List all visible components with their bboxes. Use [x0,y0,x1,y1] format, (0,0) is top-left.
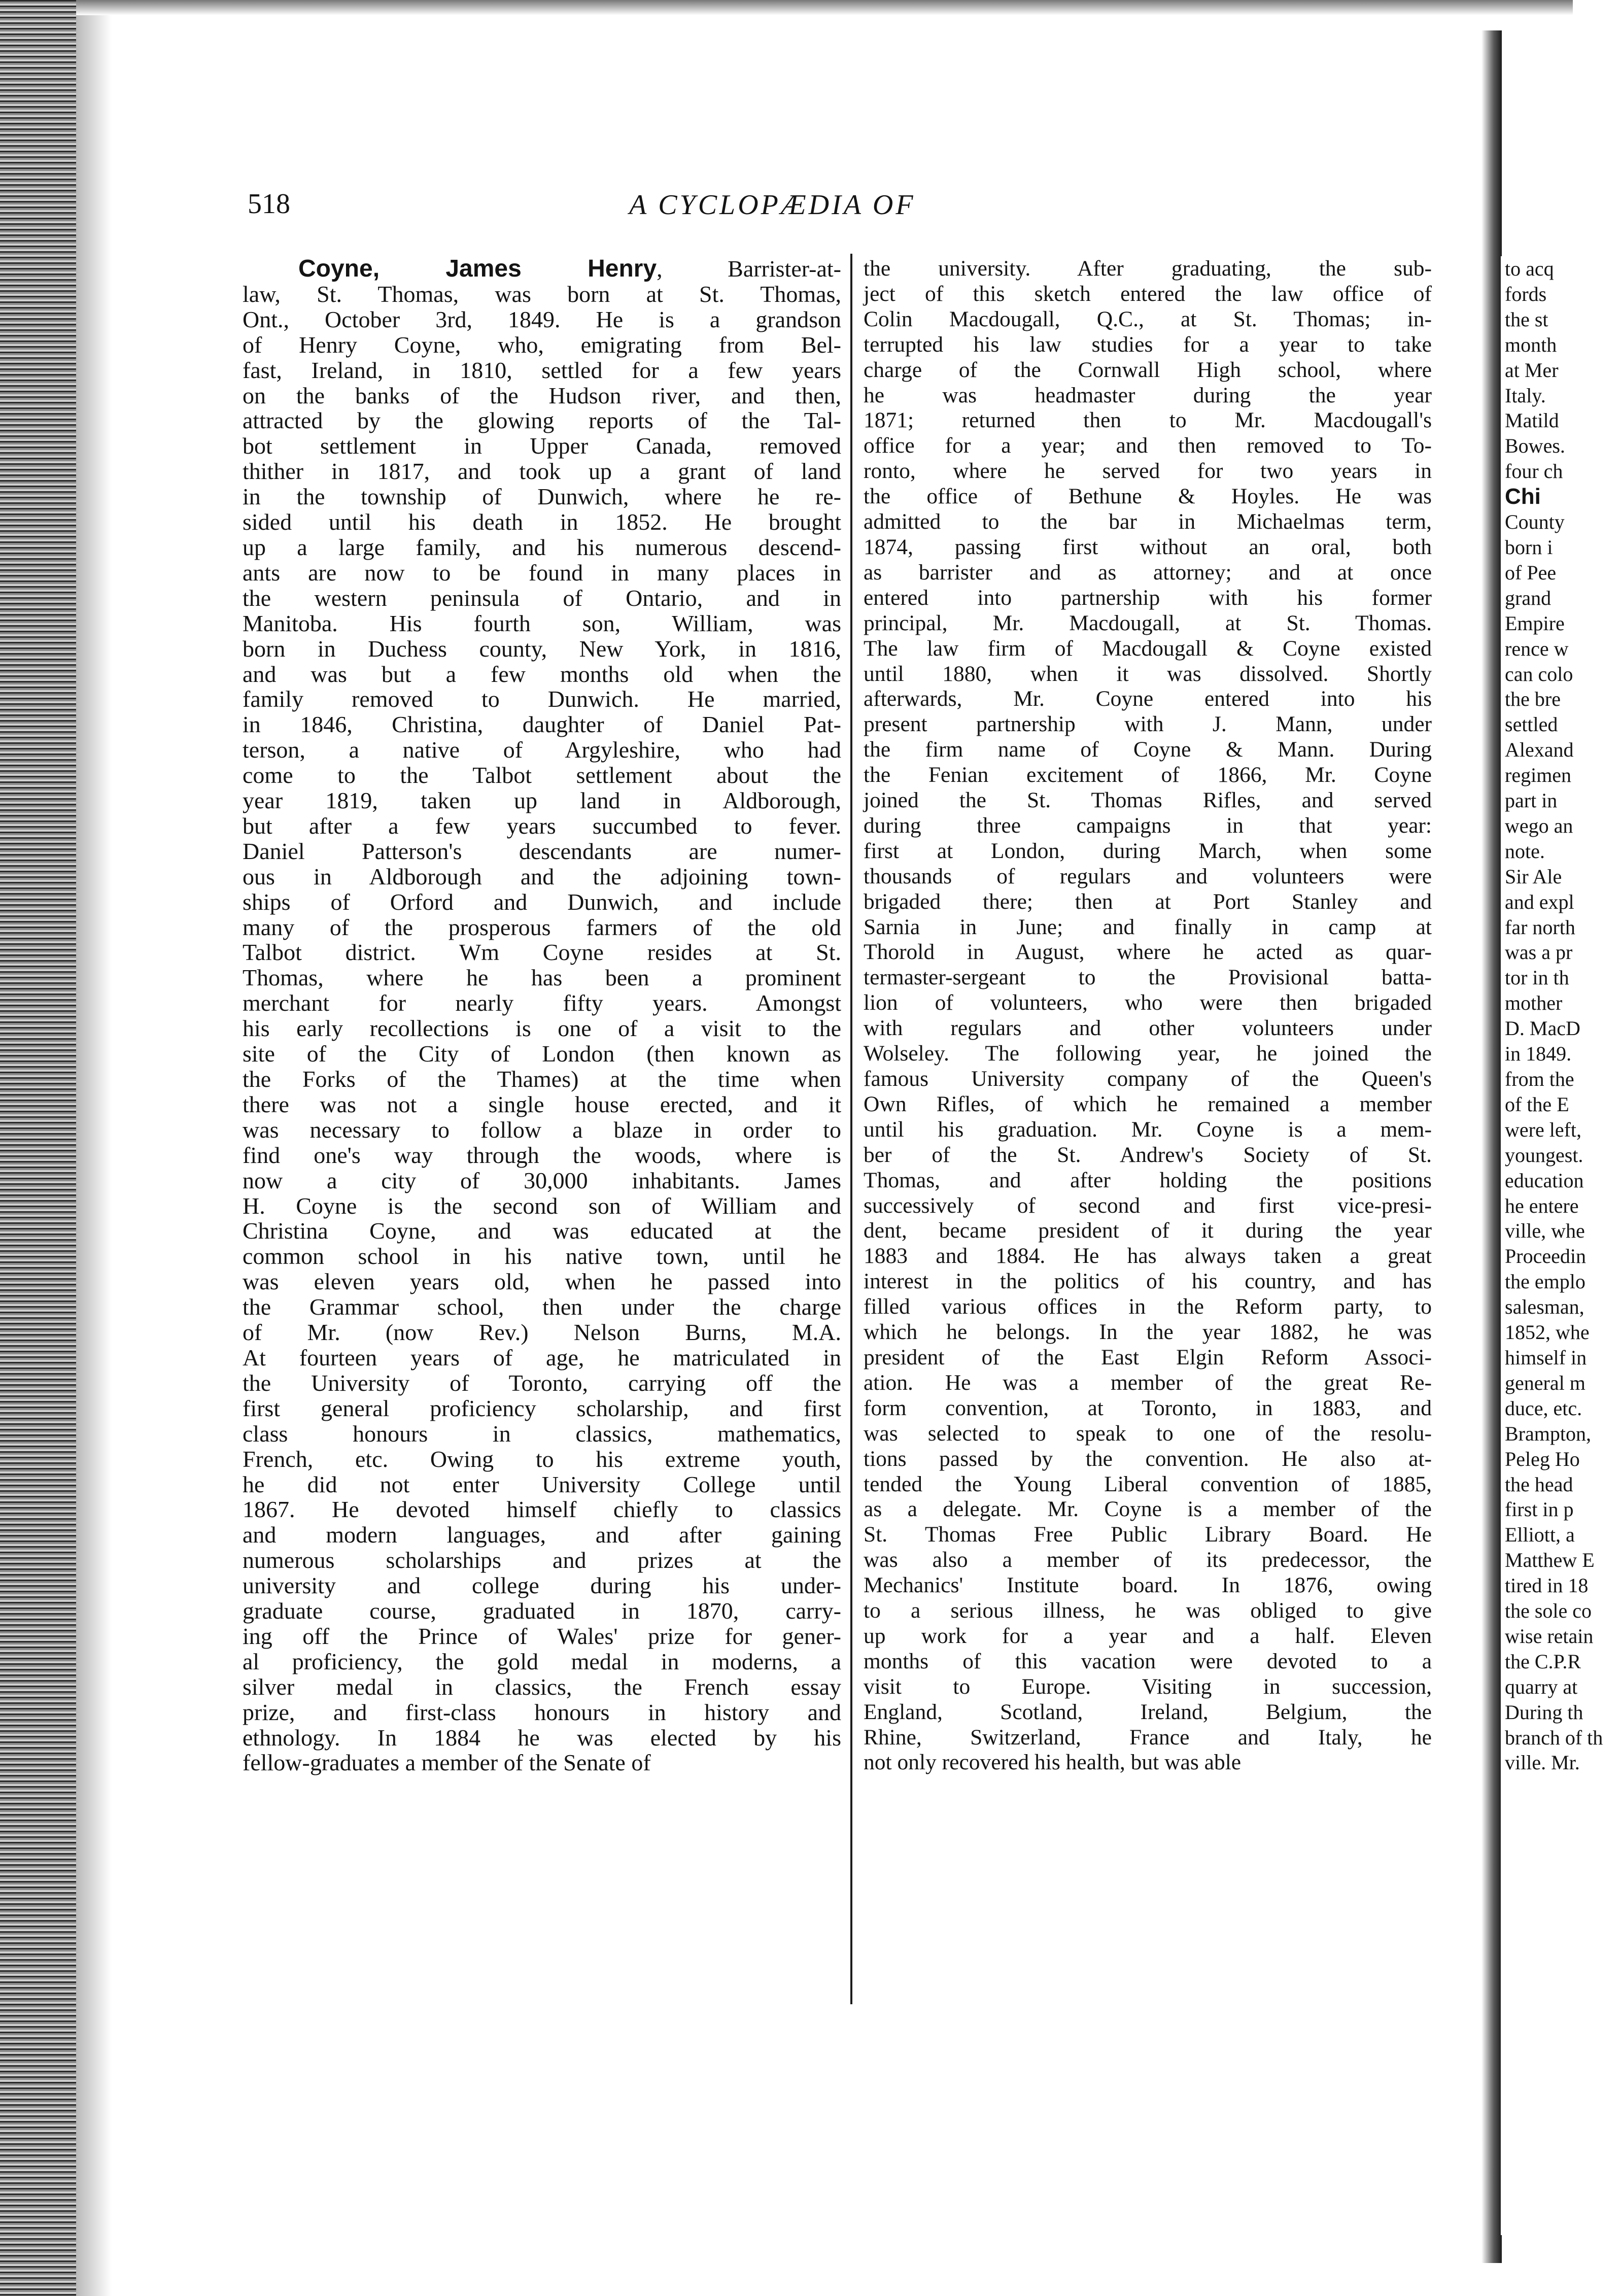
text-line: the firm name of Coyne & Mann. During [864,737,1432,762]
clipped-text-line: part in [1505,789,1558,812]
text-line: The law firm of Macdougall & Coyne existed [864,636,1432,661]
clipped-text-line: rence w [1505,637,1569,660]
right-column [864,256,1432,2235]
text-line: the office of Bethune & Hoyles. He was [864,484,1432,509]
text-line: 1867. He devoted himself chiefly to classics [243,1496,841,1523]
text-line: Wolseley. The following year, he joined the [864,1041,1432,1066]
text-line: lion of volunteers, who were then brigaded [864,990,1432,1015]
clipped-text-line: at Mer [1505,358,1559,382]
clipped-text-line: Elliott, a [1505,1523,1575,1547]
text-line: French, etc. Owing to his extreme youth, [243,1446,841,1472]
text-line: interest in the politics of his country, and has [864,1269,1432,1294]
text-line: university and college during his under- [243,1572,841,1599]
text-line: which he belongs. In the year 1882, he was [864,1320,1432,1345]
text-line: the University of Toronto, carrying off the [243,1369,841,1396]
text-line: but after a few years succumbed to fever. [243,812,841,839]
clipped-text-line: and expl [1505,890,1574,913]
text-line: born in Duchess county, New York, in 1816, [243,635,841,662]
text-line: in 1846, Christina, daughter of Daniel Pat- [243,711,841,738]
text-line: site of the City of London (then known as [243,1041,841,1067]
clipped-text-line: grand [1505,586,1552,609]
text-line: months of this vacation were devoted to a [864,1649,1432,1673]
text-line: until his graduation. Mr. Coyne is a mem- [864,1117,1432,1142]
text-line: law, St. Thomas, was born at St. Thomas, [243,281,841,307]
text-line: filled various offices in the Reform party, to [864,1294,1432,1319]
clipped-text-line: general m [1505,1371,1585,1394]
clipped-text-line: Peleg Ho [1505,1447,1580,1470]
text-line: as a delegate. Mr. Coyne is a member of the [864,1497,1432,1522]
clipped-text-line: Proceedin [1505,1245,1586,1268]
clipped-text-line: tor in th [1505,966,1569,989]
text-line: ation. He was a member of the great Re- [864,1370,1432,1395]
text-line: Thomas, and after holding the positions [864,1168,1432,1192]
text-line: silver medal in classics, the French essay [243,1673,841,1700]
column-rule [850,254,852,2004]
clipped-text-line: settled [1505,713,1558,736]
text-line: numerous scholarships and prizes at the [243,1547,841,1573]
clipped-text-line: were left, [1505,1118,1582,1141]
text-line: ous in Aldborough and the adjoining town- [243,863,841,889]
text-line: he did not enter University College until [243,1471,841,1497]
text-line: ants are now to be found in many places in [243,559,841,586]
text-line: 1874, passing first without an oral, both [864,534,1432,559]
scan-edge-fade [76,0,112,2296]
text-line: fellow-graduates a member of the Senate of [243,1750,651,1776]
clipped-text-line: County [1505,510,1565,534]
text-line: common school in his native town, until he [243,1243,841,1270]
text-line: of Henry Coyne, who, emigrating from Bel- [243,331,841,358]
clipped-text-line: of the E [1505,1092,1569,1116]
text-line: Coyne, James Henry, Barrister-at- [298,255,841,282]
text-line: present partnership with J. Mann, under [864,712,1432,737]
text-line: Thomas, where he has been a prominent [243,965,841,991]
clipped-text-line: 1852, whe [1505,1321,1590,1344]
text-line: Rhine, Switzerland, France and Italy, he [864,1725,1432,1750]
text-line: as barrister and as attorney; and at once [864,560,1432,585]
clipped-text-line: ville, whe [1505,1219,1585,1243]
text-line: ships of Orford and Dunwich, and include [243,888,841,915]
text-line: in the township of Dunwich, where he re- [243,484,841,510]
text-line: he was headmaster during the year [864,383,1432,407]
clipped-text-line: Matild [1505,409,1559,432]
next-page-clipped-column [1501,256,1620,2235]
clipped-text-line: Alexand [1505,738,1574,762]
text-line: was also a member of its predecessor, the [864,1548,1432,1572]
clipped-text-line: ville. Mr. [1505,1751,1580,1774]
clipped-text-line: D. MacD [1505,1017,1580,1040]
text-line: joined the St. Thomas Rifles, and served [864,788,1432,813]
text-line: Sarnia in June; and finally in camp at [864,914,1432,939]
text-line: H. Coyne is the second son of William and [243,1192,841,1219]
clipped-text-line: himself in [1505,1346,1587,1369]
text-line: ethnology. In 1884 he was elected by his [243,1724,841,1751]
text-line: was necessary to follow a blaze in order to [243,1116,841,1143]
text-line: thither in 1817, and took up a grant of land [243,458,841,485]
text-line: brigaded there; then at Port Stanley and [864,889,1432,914]
clipped-text-line: first in p [1505,1498,1574,1521]
page-number: 518 [248,188,290,220]
text-line: St. Thomas Free Public Library Board. He [864,1522,1432,1547]
clipped-text-line: the head [1505,1472,1573,1496]
text-line: family removed to Dunwich. He married, [243,686,841,712]
text-line: prize, and first-class honours in history and [243,1699,841,1725]
text-line: Mechanics' Institute board. In 1876, owing [864,1573,1432,1598]
text-line: visit to Europe. Visiting in succession, [864,1674,1432,1699]
text-line: to a serious illness, he was obliged to give [864,1598,1432,1623]
clipped-text-line: Brampton, [1505,1422,1591,1445]
text-line: of Mr. (now Rev.) Nelson Burns, M.A. [243,1319,841,1346]
text-line: year 1819, taken up land in Aldborough, [243,787,841,814]
left-column [243,256,841,2235]
text-line: during three campaigns in that year: [864,813,1432,838]
text-line: the Grammar school, then under the charge [243,1294,841,1320]
clipped-text-line: was a pr [1505,941,1573,964]
text-line: Manitoba. His fourth son, William, was [243,610,841,636]
text-line: ber of the St. Andrew's Society of St. [864,1142,1432,1167]
clipped-text-line: Italy. [1505,384,1546,407]
clipped-text-line: quarry at [1505,1675,1578,1698]
clipped-text-line: the sole co [1505,1599,1592,1623]
text-line: merchant for nearly fifty years. Amongst [243,990,841,1016]
text-line: Christina Coyne, and was educated at the [243,1218,841,1244]
clipped-text-line: wego an [1505,814,1573,837]
text-line: now a city of 30,000 inhabitants. James [243,1167,841,1193]
clipped-text-line: to acq [1505,257,1554,280]
clipped-text-line: fords [1505,282,1547,305]
text-line: the Forks of the Thames) at the time when [243,1066,841,1092]
text-line: office for a year; and then removed to To- [864,433,1432,458]
text-line: was eleven years old, when he passed into [243,1269,841,1295]
text-line: 1883 and 1884. He has always taken a great [864,1244,1432,1269]
clipped-text-line: far north [1505,915,1575,939]
text-line: tions passed by the convention. He also at- [864,1446,1432,1471]
text-line: until 1880, when it was dissolved. Shortly [864,661,1432,686]
text-line: ject of this sketch entered the law office of [864,281,1432,306]
text-line: Ont., October 3rd, 1849. He is a grandson [243,306,841,332]
text-line: 1871; returned then to Mr. Macdougall's [864,408,1432,433]
text-line: find one's way through the woods, where is [243,1142,841,1168]
text-line: Own Rifles, of which he remained a member [864,1091,1432,1116]
scan-edge-left [0,0,76,2296]
clipped-text-line: regimen [1505,764,1572,787]
text-line: At fourteen years of age, he matriculated in [243,1344,841,1370]
book-gutter-shadow [1481,30,1502,2263]
clip-fade [1605,256,1620,2235]
text-line: charge of the Cornwall High school, where [864,357,1432,382]
text-line: Daniel Patterson's descendants are numer- [243,838,841,864]
clipped-text-line: from the [1505,1068,1574,1090]
clipped-text-line: duce, etc. [1505,1396,1582,1420]
clipped-text-line: Chi [1505,484,1541,509]
text-line: first at London, during March, when some [864,838,1432,863]
text-line: was selected to speak to one of the resolu- [864,1421,1432,1446]
text-line: famous University company of the Queen's [864,1067,1432,1091]
text-line: graduate course, graduated in 1870, carry- [243,1598,841,1624]
text-line: afterwards, Mr. Coyne entered into his [864,687,1432,711]
text-line: first general proficiency scholarship, and first [243,1395,841,1421]
text-line: thousands of regulars and volunteers were [864,864,1432,888]
text-line: Colin Macdougall, Q.C., at St. Thomas; in- [864,306,1432,331]
clipped-text-line: Empire [1505,611,1565,635]
clipped-text-line: Bowes. [1505,434,1565,458]
text-line: the Fenian excitement of 1866, Mr. Coyne [864,763,1432,787]
text-line: there was not a single house erected, and it [243,1091,841,1117]
text-line: form convention, at Toronto, in 1883, and [864,1395,1432,1420]
text-line: the western peninsula of Ontario, and in [243,585,841,611]
clipped-text-line: the bre [1505,688,1561,711]
clipped-text-line: he entere [1505,1194,1579,1217]
text-line: up work for a year and a half. Eleven [864,1623,1432,1648]
text-line: al proficiency, the gold medal in moderns, a [243,1648,841,1674]
text-line: successively of second and first vice-presi- [864,1193,1432,1218]
clipped-text-line: born i [1505,535,1553,559]
text-line: not only recovered his health, but was able [864,1750,1242,1775]
text-line: fast, Ireland, in 1810, settled for a few years [243,357,841,383]
text-line: sided until his death in 1852. He brought [243,509,841,535]
clipped-text-line: youngest. [1505,1143,1583,1167]
text-line: his early recollections is one of a visit to the [243,1015,841,1042]
running-title: A CYCLOPÆDIA OF [629,189,916,221]
clipped-text-line: wise retain [1505,1624,1594,1648]
clipped-text-line: in 1849. [1505,1042,1572,1066]
text-line: entered into partnership with his former [864,585,1432,610]
text-line: terson, a native of Argyleshire, who had [243,737,841,763]
entry-name: Coyne, James Henry [298,255,657,282]
clipped-text-line: four ch [1505,460,1563,483]
clipped-text-line: can colo [1505,662,1573,686]
clipped-text-line: salesman, [1505,1295,1584,1319]
text-line: terrupted his law studies for a year to take [864,332,1432,357]
clipped-text-line: note. [1505,839,1545,863]
text-line: many of the prosperous farmers of the old [243,914,841,940]
text-line: tended the Young Liberal convention of 1885, [864,1471,1432,1496]
text-line: England, Scotland, Ireland, Belgium, the [864,1699,1432,1724]
text-line: ing off the Prince of Wales' prize for gener- [243,1623,841,1649]
text-line: president of the East Elgin Reform Associ- [864,1345,1432,1369]
text-line: ronto, where he served for two years in [864,459,1432,484]
clipped-text-line: tired in 18 [1505,1574,1589,1597]
text-line: come to the Talbot settlement about the [243,762,841,789]
text-line: on the banks of the Hudson river, and then, [243,382,841,408]
clipped-text-line: the C.P.R [1505,1650,1581,1673]
text-line: bot settlement in Upper Canada, removed [243,433,841,459]
text-line: and was but a few months old when the [243,661,841,687]
text-line: principal, Mr. Macdougall, at St. Thomas. [864,610,1432,635]
text-line: admitted to the bar in Michaelmas term, [864,509,1432,534]
text-line: class honours in classics, mathematics, [243,1420,841,1447]
text-line: attracted by the glowing reports of the Tal- [243,407,841,434]
clipped-text-line: During th [1505,1700,1583,1724]
clipped-text-line: education [1505,1169,1584,1192]
clipped-text-line: the emplo [1505,1270,1585,1293]
text-line: up a large family, and his numerous descend- [243,534,841,560]
clipped-text-line: month [1505,333,1557,356]
clipped-text-line: branch of th [1505,1726,1603,1749]
clipped-text-line: Sir Ale [1505,865,1562,888]
clipped-text-line: of Pee [1505,561,1557,584]
scan-edge-top [76,0,1573,15]
text-line: Talbot district. Wm Coyne resides at St. [243,939,841,966]
text-line: and modern languages, and after gaining [243,1522,841,1548]
text-line: Thorold in August, where he acted as quar- [864,940,1432,965]
clipped-text-line: Matthew E [1505,1549,1595,1572]
text-line: the university. After graduating, the sub- [864,256,1432,281]
text-line: dent, became president of it during the year [864,1218,1432,1243]
clipped-text-line: the st [1505,307,1548,331]
clipped-text-line: mother [1505,991,1563,1015]
text-line: with regulars and other volunteers under [864,1016,1432,1041]
text-line: termaster-sergeant to the Provisional batta- [864,965,1432,990]
